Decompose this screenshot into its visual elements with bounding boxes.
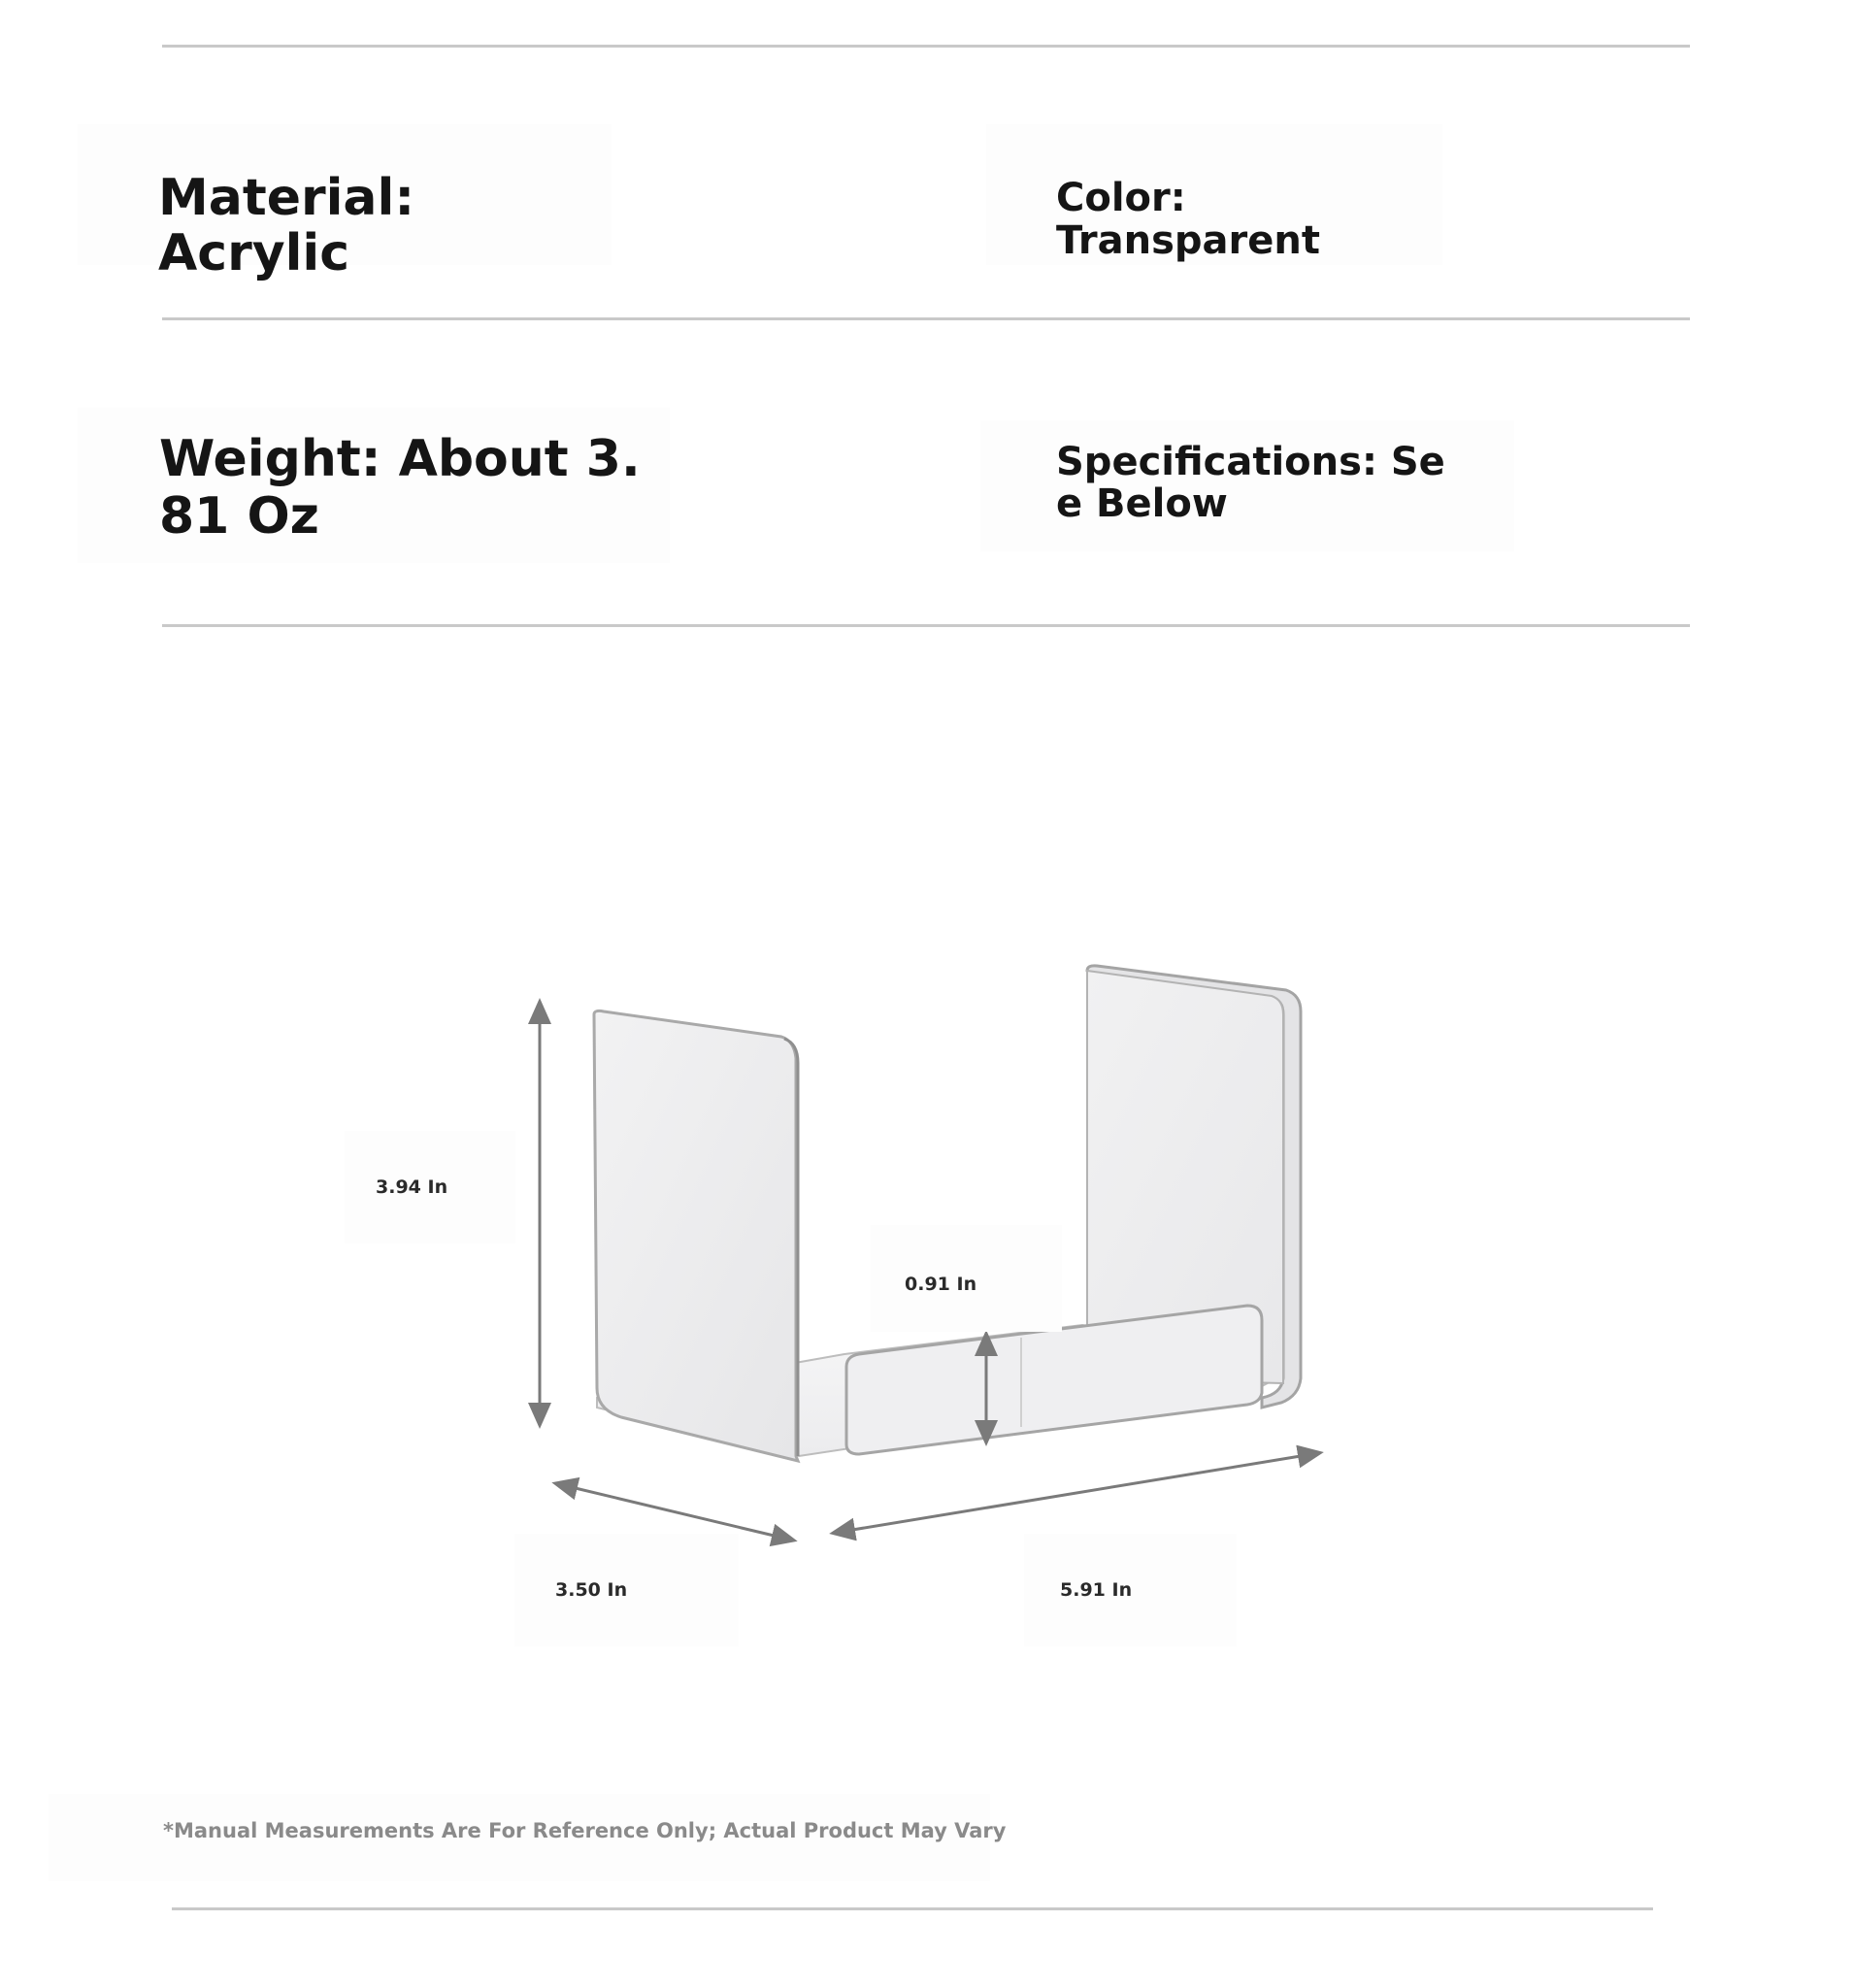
length-dimension-label: 5.91 In bbox=[1024, 1534, 1237, 1646]
depth-dimension-label: 3.50 In bbox=[514, 1534, 739, 1646]
specifications-label-line1: Specifications: Se bbox=[1056, 440, 1445, 484]
lip-height-dimension-label: 0.91 In bbox=[871, 1225, 1062, 1332]
length-arrow bbox=[841, 1454, 1312, 1532]
footnote: *Manual Measurements Are For Reference Only; Actual Product May Vary bbox=[49, 1794, 990, 1881]
height-dimension-label: 3.94 In bbox=[345, 1131, 515, 1243]
color-label: Color: Transparent bbox=[1056, 176, 1320, 263]
depth-arrow bbox=[563, 1485, 786, 1539]
material-label: Material: Acrylic bbox=[158, 169, 415, 283]
left-panel bbox=[594, 1011, 798, 1461]
weight-label-line1: Weight: About 3. bbox=[159, 430, 641, 488]
weight-label-line2: 81 Oz bbox=[159, 487, 319, 546]
specifications-label-line2: e Below bbox=[1056, 481, 1228, 526]
